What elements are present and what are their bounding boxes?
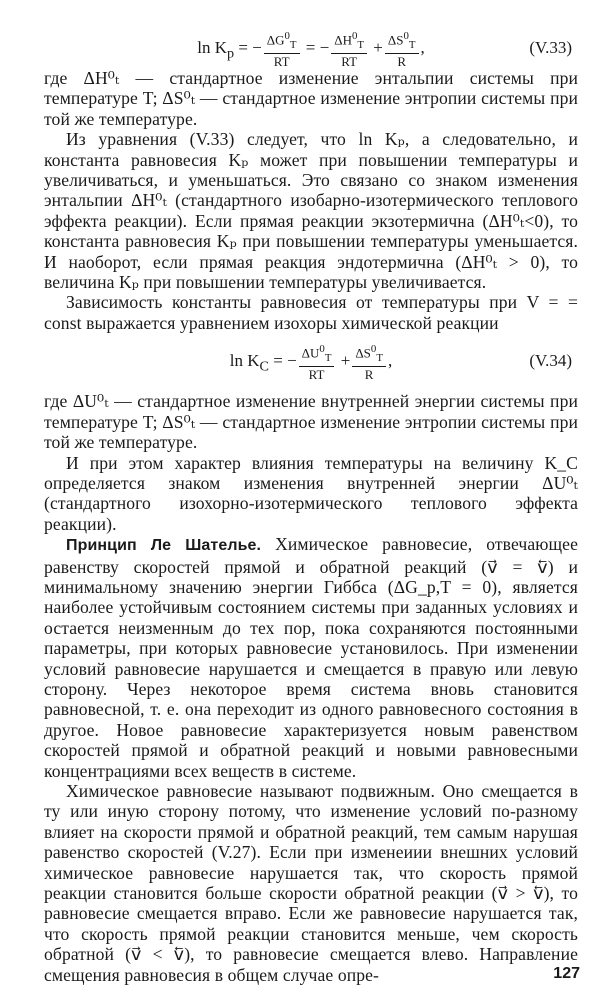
eq1-frac-s-sub: T	[408, 39, 416, 52]
eq1-frac-s-den: R	[397, 54, 407, 70]
page-number: 127	[553, 965, 580, 982]
eq1-frac-g-den: RT	[273, 54, 290, 70]
eq2-frac-s-num: ΔS	[355, 345, 371, 361]
eq1-frac-s-num: ΔS	[387, 32, 404, 48]
paragraph-6-text: Химическое равновесие, отвечающее равенству скоростей прямой и обратной реакций (v⃗ = v⃖) и минимальному значению энергии Гиббса (ΔG_p,T = 0), является наиболее устойчивым состоянием системы при заданных условиях и остается неизменным до тех пор, пока сохраняются постоянными параметры, при которых равновесие установилось. При изменении условий равновесие нарушается и смещается в правую или левую сторону. Через некоторое время система вновь становится равновесной, т. е. она переходит из одного равновесного состояния в другое. Новое равновесие характеризуется новым равенством скоростей прямой и обратной реакций и новыми равновесными концентрациями всех веществ в системе.	[44, 534, 578, 781]
eq2-frac-s-sub: T	[376, 352, 383, 365]
eq1-frac-h	[331, 29, 367, 69]
eq2-frac-u-num: ΔU	[301, 345, 320, 361]
eq1-lhs: ln K	[197, 38, 227, 57]
le-chatelier-heading: Принцип Ле Шателье.	[66, 537, 262, 555]
eq1-frac-g-num: ΔG	[266, 32, 285, 48]
equation-v33	[44, 28, 578, 68]
equation-v34-body: $\ln K_C$ = − $\frac{\Delta U^0_T}{RT}$ + $\frac{\Delta S^0_T}{R}$ ,	[229, 343, 393, 383]
equation-number-v33: (V.33)	[529, 38, 572, 57]
eq1-frac-s	[385, 29, 419, 69]
eq2-frac-s	[352, 342, 386, 382]
eq2-frac-u-sup: 0	[319, 343, 325, 356]
paragraph-1: где ΔH⁰ₜ — стандартное изменение энтальпии системы при температуре T; ΔS⁰ₜ — стандартное изменение энтропии системы при той же температуре.	[44, 68, 578, 129]
eq1-frac-h-den: RT	[341, 54, 358, 70]
eq1-frac-g-sub: T	[289, 39, 297, 52]
paragraph-7: Химическое равновесие называют подвижным. Оно смещается в ту или иную сторону потому, что изменение условий по-разному влияет на скорости прямой и обратной реакций, тем самым нарушая равенство скоростей (V.27). Если при изменеиии внешних условий химическое равновесие нарушается так, что скорость прямой реакции становится больше скорости обратной реакции (v⃗ > v⃖), то равновесие смещается вправо. Если же равновесие нарушается так, что скорость прямой реакции становится меньше, чем скорость обратной (v⃗ < v⃖), то равновесие смещается влево. Направление смещения равновесия в общем случае опре-	[44, 781, 578, 985]
equation-v34	[44, 341, 578, 381]
eq1-frac-h-sup: 0	[351, 30, 358, 43]
eq2-lhs-sub: C	[259, 358, 269, 375]
eq1-frac-g	[264, 29, 300, 69]
eq1-frac-g-sup: 0	[284, 30, 290, 43]
eq2-lhs: ln K	[229, 351, 260, 371]
eq2-frac-u-sub: T	[324, 352, 332, 365]
eq2-frac-s-sup: 0	[370, 343, 377, 356]
paragraph-4: где ΔU⁰ₜ — стандартное изменение внутренней энергии системы при температуре T; ΔS⁰ₜ — стандартное изменение энтропии системы при той же температуре.	[44, 391, 578, 453]
eq2-frac-s-den: R	[364, 367, 374, 383]
paragraph-5: И при этом характер влияния температуры на величину K_C определяется знаком изменения внутренней энергии ΔU⁰ₜ (стандартного изохорно-изотермического теплового эффекта реакции).	[44, 452, 578, 534]
paragraph-3: Зависимость константы равновесия от температуры при V = = const выражается уравнением изохоры химической реакции	[44, 292, 578, 333]
eq2-frac-u-den: RT	[308, 367, 325, 383]
paragraph-2: Из уравнения (V.33) следует, что ln Kₚ, а следовательно, и константа равновесия Kₚ может при повышении температуры и увеличиваться, и уменьшаться. Это связано со знаком изменения энтальпии ΔH⁰ₜ (стандартного изобарно-изотермического теплового эффекта реакции). Если прямая реакции экзотермична (ΔH⁰ₜ<0), то константа равновесия Kₚ при повышении температуры уменьшается. И наоборот, если прямая реакция эндотермична (ΔH⁰ₜ > 0), то величина Kₚ при повышении температуры увеличивается.	[44, 129, 578, 293]
paragraph-6	[44, 534, 578, 781]
equation-number-v34: (V.34)	[529, 351, 572, 371]
eq1-frac-s-sup: 0	[403, 30, 409, 43]
eq1-frac-h-num: ΔH	[334, 32, 352, 48]
eq2-frac-u	[299, 342, 335, 382]
eq1-lhs-sub: p	[226, 45, 235, 62]
eq1-frac-h-sub: T	[357, 39, 365, 52]
equation-v33-body: $\ln K_p$ = − $\frac{\Delta G^0_T}{RT}$ = − $\frac{\Delta H^0_T}{RT}$ + $\frac{\Delta S^0_T}{R}$ ,	[197, 30, 425, 70]
